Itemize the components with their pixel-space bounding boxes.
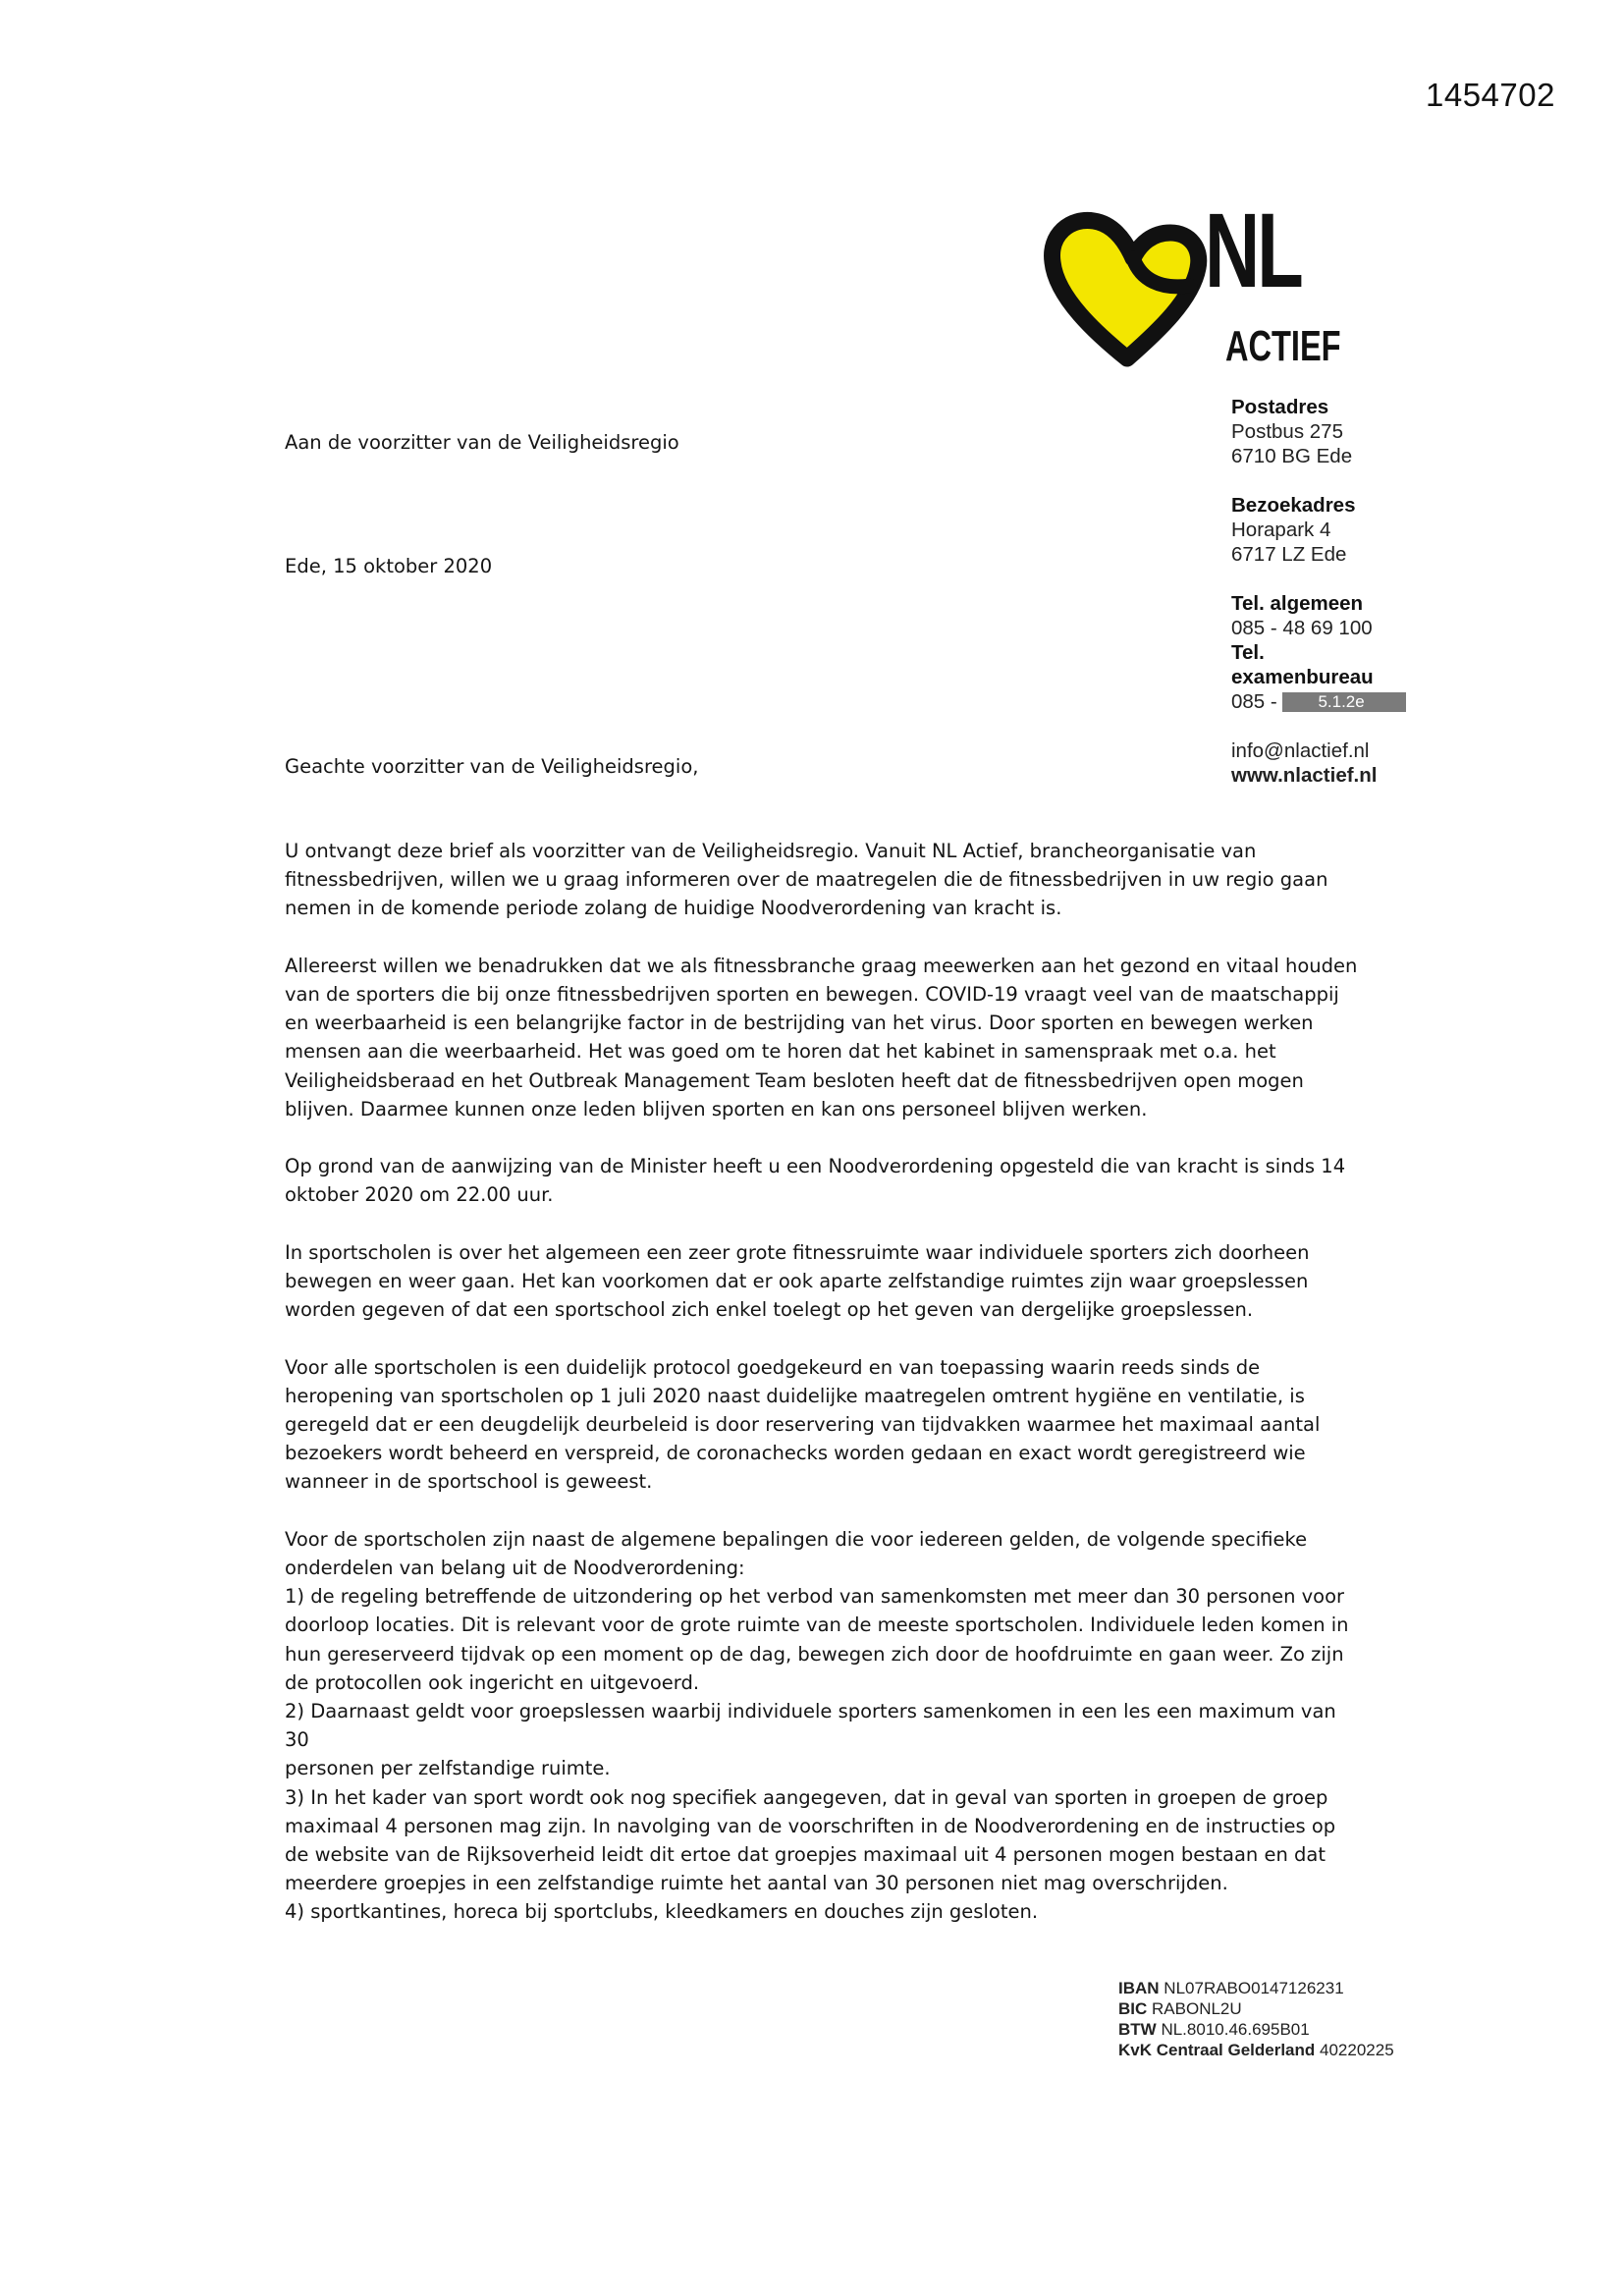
- visit-address-line1: Horapark 4: [1231, 519, 1331, 541]
- contact-sidebar: [1231, 395, 1428, 788]
- btw-value: NL.8010.46.695B01: [1161, 2020, 1310, 2039]
- paragraph: U ontvangt deze brief als voorzitter van de Veiligheidsregio. Vanuit NL Actief, brancheorganisatie van fitnessbedrijven, willen we u graag informeren over de maatregelen die de fitnessbedrijven in uw regio gaan nemen in de komende periode zolang de huidige Noodverordening van kracht is.: [285, 840, 1328, 920]
- paragraph: In sportscholen is over het algemeen een zeer grote fitnessruimte waar individuele sporters zich doorheen bewegen en weer gaan. Het kan voorkomen dat er ook aparte zelfstandige ruimtes zijn waar groepslessen worden gegeven of dat een sportschool zich enkel toelegt op het geven van dergelijke groepslessen.: [285, 1240, 1310, 1322]
- website-address: www.nlactief.nl: [1231, 764, 1378, 787]
- kvk-label: KvK Centraal Gelderland: [1118, 2041, 1316, 2059]
- postal-address-line1: Postbus 275: [1231, 420, 1343, 443]
- redaction-box: 5.1.2e: [1282, 692, 1405, 712]
- paragraph: Op grond van de aanwijzing van de Minister heeft u een Noodverordening opgesteld die van kracht is sinds 14 oktober 2020 om 22.00 uur.: [285, 1155, 1346, 1207]
- tel-exam-number: [1231, 689, 1428, 714]
- tel-general-label: Tel. algemeen: [1231, 592, 1364, 615]
- btw-label: BTW: [1118, 2020, 1157, 2039]
- bic-value: RABONL2U: [1152, 1999, 1242, 2018]
- btw-line: [1118, 2019, 1394, 2040]
- visit-address-label: Bezoekadres: [1231, 494, 1356, 517]
- letter-body: [285, 837, 1365, 1955]
- tel-exam-label-1: Tel.: [1231, 641, 1265, 664]
- nl-actief-logo: [1043, 191, 1357, 370]
- postal-address-label: Postadres: [1231, 396, 1329, 418]
- tel-general-number: 085 - 48 69 100: [1231, 617, 1373, 639]
- postal-address-line2: 6710 BG Ede: [1231, 445, 1353, 467]
- paragraph: Allereerst willen we benadrukken dat we als fitnessbranche graag meewerken aan het gezond en vitaal houden van de sporters die bij onze fitnessbedrijven sporten en bewegen. COVID-19 vraagt veel van de maatschappij en weerbaarheid is een belangrijke factor in de bestrijding van het virus. Door sporten en bewegen werken mensen aan die weerbaarheid. Het was goed om te horen dat het kabinet in samenspraak met o.a. het Veiligheidsberaad en het Outbreak Management Team besloten heeft dat de fitnessbedrijven open mogen blijven. Daarmee kunnen onze leden blijven sporten en kan ons personeel blijven werken.: [285, 954, 1358, 1121]
- tel-exam-label-2: examenbureau: [1231, 666, 1374, 688]
- heart-icon: [1043, 211, 1210, 368]
- addressee: Aan de voorzitter van de Veiligheidsregio: [285, 431, 679, 454]
- tel-exam-prefix: 085 -: [1231, 690, 1277, 713]
- visit-address: [1231, 493, 1428, 567]
- email-address: info@nlactief.nl: [1231, 739, 1370, 762]
- phone-numbers: [1231, 591, 1428, 714]
- kvk-line: [1118, 2040, 1394, 2060]
- kvk-value: 40220225: [1320, 2041, 1394, 2059]
- postal-address: [1231, 395, 1428, 468]
- visit-address-line2: 6717 LZ Ede: [1231, 543, 1347, 566]
- iban-label: IBAN: [1118, 1979, 1160, 1997]
- paragraph: Voor de sportscholen zijn naast de algemene bepalingen die voor iedereen gelden, de volgende specifieke onderdelen van belang uit de Noodverordening: 1) de regeling betreffende de uitzondering op het verbod van samenkomsten met meer dan 30 personen voor doorloop locaties. Dit is relevant voor de grote ruimte van de meeste sportscholen. Individuele leden komen in hun gereserveerd tijdvak op een moment op de dag, bewegen zich door de hoofdruimte en gaan weer. Zo zijn de protocollen ook ingericht en uitgevoerd. 2) Daarnaast geldt voor groepslessen waarbij individuele sporters samenkomen in een les een maximum van 30 personen per zelfstandige ruimte. 3) In het kader van sport wordt ook nog specifiek aangegeven, dat in geval van sporten in groepen de groep maximaal 4 personen mag zijn. In navolging van de voorschriften in de Noodverordening en de instructies op de website van de Rijksoverheid leidt dit ertoe dat groepjes maximaal uit 4 personen mogen bestaan en dat meerdere groepjes in een zelfstandige ruimte het aantal van 30 personen niet mag overschrijden. 4) sportkantines, horeca bij sportclubs, kleedkamers en douches zijn gesloten.: [285, 1527, 1349, 1924]
- document-number: 1454702: [1426, 77, 1555, 113]
- paragraph: Voor alle sportscholen is een duidelijk protocol goedgekeurd en van toepassing waarin reeds sinds de heropening van sportscholen op 1 juli 2020 naast duidelijke maatregelen omtrent hygiëne en ventilatie, is geregeld dat er een deugdelijk deurbeleid is door reservering van tijdvakken waarmee het maximaal aantal bezoekers wordt beheerd en verspreid, de coronachecks worden gedaan en exact wordt geregistreerd wie wanneer in de sportschool is geweest.: [285, 1355, 1321, 1494]
- logo-wordmark-actief: ACTIEF: [1225, 322, 1341, 370]
- bank-details-footer: [1118, 1978, 1394, 2060]
- salutation: Geachte voorzitter van de Veiligheidsregio,: [285, 755, 699, 778]
- dateline: Ede, 15 oktober 2020: [285, 555, 493, 577]
- logo-wordmark-nl: NL: [1205, 191, 1301, 309]
- iban-line: [1118, 1978, 1394, 1998]
- bic-line: [1118, 1998, 1394, 2019]
- iban-value: NL07RABO0147126231: [1164, 1979, 1344, 1997]
- bic-label: BIC: [1118, 1999, 1148, 2018]
